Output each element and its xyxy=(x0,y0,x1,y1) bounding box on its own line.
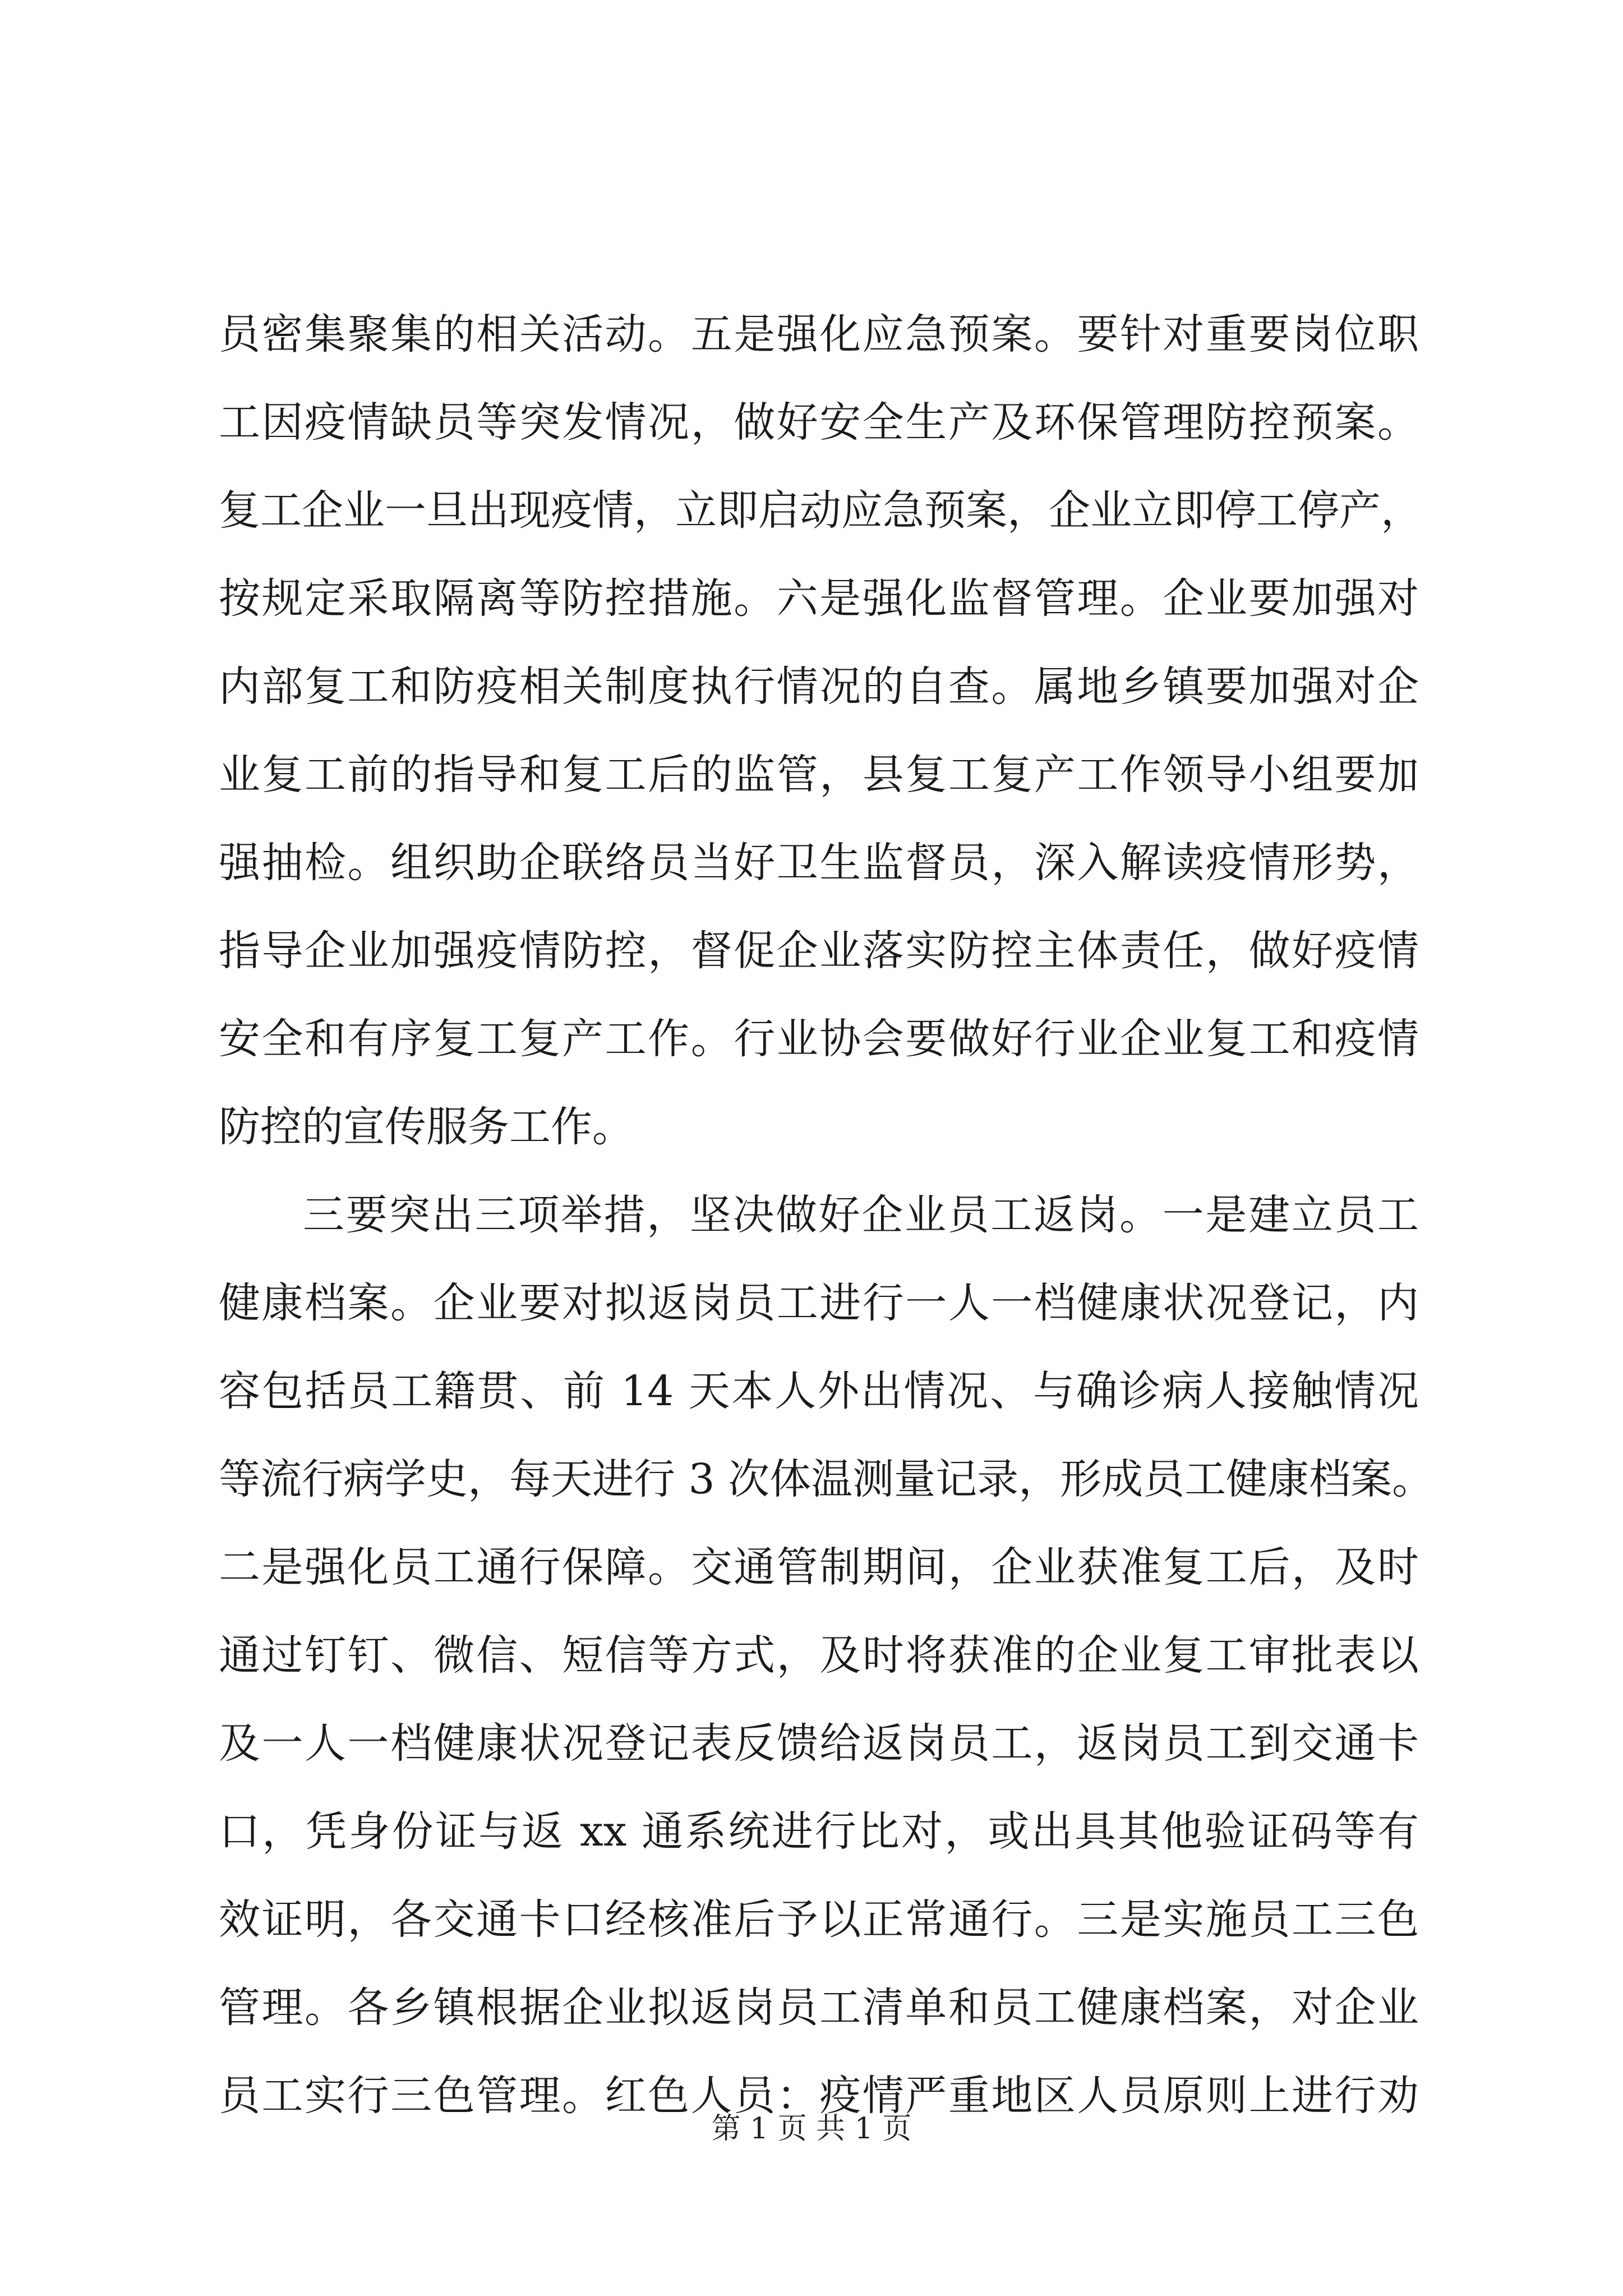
text-line: 健康档案。企业要对拟返岗员工进行一人一档健康状况登记，内 xyxy=(219,1279,1419,1327)
text-line: 业复工前的指导和复工后的监管，县复工复产工作领导小组要加 xyxy=(219,751,1419,799)
text-line: 安全和有序复工复产工作。行业协会要做好行业企业复工和疫情 xyxy=(219,1015,1419,1063)
text-line: 及一人一档健康状况登记表反馈给返岗员工，返岗员工到交通卡 xyxy=(219,1719,1419,1768)
text-line: 效证明，各交通卡口经核准后予以正常通行。三是实施员工三色 xyxy=(219,1895,1419,1944)
text-line: 管理。各乡镇根据企业拟返岗员工清单和员工健康档案，对企业 xyxy=(219,1984,1419,2032)
text-line: 口，凭身份证与返 xx 通系统进行比对，或出具其他验证码等有 xyxy=(219,1807,1419,1856)
text-line: 工因疫情缺员等突发情况，做好安全生产及环保管理防控预案。 xyxy=(219,398,1419,447)
page-number-footer: 第 1 页 共 1 页 xyxy=(711,2112,912,2146)
text-line: 指导企业加强疫情防控，督促企业落实防控主体责任，做好疫情 xyxy=(219,927,1419,975)
text-line: 通过钉钉、微信、短信等方式，及时将获准的企业复工审批表以 xyxy=(219,1631,1419,1680)
text-line: 内部复工和防疫相关制度执行情况的自查。属地乡镇要加强对企 xyxy=(219,662,1419,711)
text-line: 三要突出三项举措，坚决做好企业员工返岗。一是建立员工 xyxy=(303,1191,1419,1239)
text-line: 员工实行三色管理。红色人员：疫情严重地区人员原则上进行劝 xyxy=(219,2072,1419,2120)
text-line: 二是强化员工通行保障。交通管制期间，企业获准复工后，及时 xyxy=(219,1543,1419,1591)
text-line: 防控的宣传服务工作。 xyxy=(219,1103,634,1151)
text-line: 复工企业一旦出现疫情，立即启动应急预案，企业立即停工停产， xyxy=(219,486,1422,535)
text-line: 按规定采取隔离等防控措施。六是强化监督管理。企业要加强对 xyxy=(219,574,1419,623)
text-line: 等流行病学史，每天进行 3 次体温测量记录，形成员工健康档案。 xyxy=(219,1455,1434,1503)
text-line: 容包括员工籍贯、前 14 天本人外出情况、与确诊病人接触情况 xyxy=(219,1367,1419,1415)
text-line: 员密集聚集的相关活动。五是强化应急预案。要针对重要岗位职 xyxy=(219,310,1419,358)
text-line: 强抽检。组织助企联络员当好卫生监督员，深入解读疫情形势， xyxy=(219,839,1419,887)
body-text xyxy=(219,291,1434,2140)
